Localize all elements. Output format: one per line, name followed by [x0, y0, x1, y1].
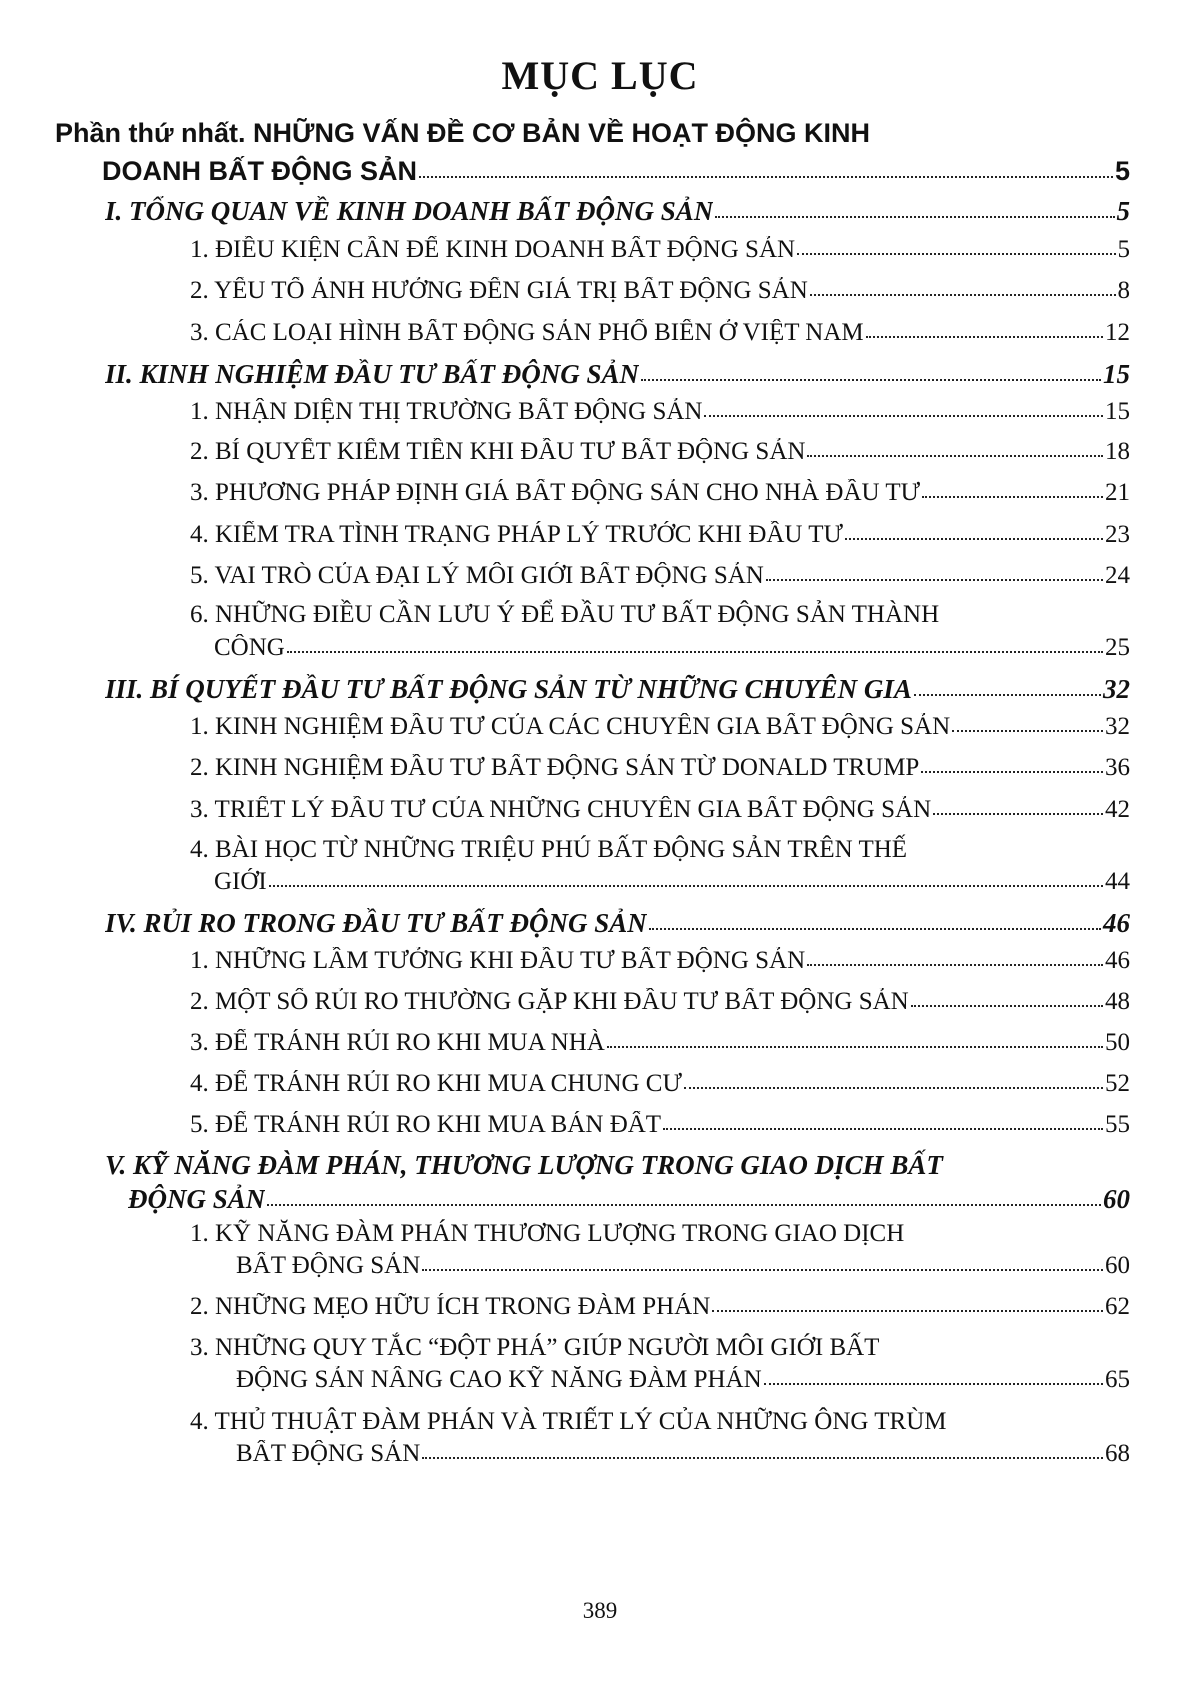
item-page-number: 32 [1105, 713, 1130, 740]
toc-section-2 [105, 359, 1130, 390]
dot-leader [267, 1204, 1101, 1206]
section-title: IV. RỦI RO TRONG ĐẦU TƯ BẤT ĐỘNG SẢN [105, 908, 647, 938]
toc-item [190, 1070, 1130, 1098]
section-page-number: 46 [1103, 908, 1130, 938]
toc-item [190, 521, 1130, 549]
dot-leader [766, 579, 1103, 581]
item-text: 1. KINH NGHIỆM ĐẦU TƯ CỦA CÁC CHUYÊN GIA BẤT ĐỘNG SẢN [190, 713, 951, 740]
item-text: 1. NHẬN DIỆN THỊ TRƯỜNG BẤT ĐỘNG SẢN [190, 398, 703, 425]
item-text: CÔNG [214, 634, 285, 661]
dot-leader [641, 379, 1101, 381]
dot-leader [866, 336, 1103, 338]
toc-item [190, 796, 1130, 824]
item-page-number: 24 [1105, 562, 1130, 589]
item-text: 5. VAI TRÒ CỦA ĐẠI LÝ MÔI GIỚI BẤT ĐỘNG SẢN [190, 562, 764, 589]
toc-item [190, 988, 1130, 1016]
item-text: 5. ĐỂ TRÁNH RỦI RO KHI MUA BÁN ĐẤT [190, 1111, 662, 1138]
item-text-line1: 4. BÀI HỌC TỪ NHỮNG TRIỆU PHÚ BẤT ĐỘNG SẢN TRÊN THẾ [190, 836, 908, 863]
item-text: BẤT ĐỘNG SẢN [236, 1440, 421, 1467]
toc-item [190, 1029, 1130, 1057]
dot-leader [607, 1046, 1103, 1048]
dot-leader [704, 415, 1103, 417]
item-page-number: 60 [1105, 1252, 1130, 1279]
section-page-number: 32 [1103, 674, 1130, 704]
item-page-number: 18 [1105, 438, 1130, 465]
item-page-number: 36 [1105, 754, 1130, 781]
toc-item [190, 1293, 1130, 1321]
item-text-line1: 4. THỦ THUẬT ĐÀM PHÁN VÀ TRIẾT LÝ CỦA NHỮNG ÔNG TRÙM [190, 1408, 947, 1435]
item-page-number: 15 [1105, 398, 1130, 425]
item-text: 4. KIỂM TRA TÌNH TRẠNG PHÁP LÝ TRƯỚC KHI ĐẦU TƯ [190, 521, 843, 548]
dot-leader [810, 294, 1116, 296]
page-number: 389 [582, 1598, 618, 1623]
part-heading-text: DOANH BẤT ĐỘNG SẢN [102, 156, 417, 186]
item-page-number: 48 [1105, 988, 1130, 1015]
section-title-line1: V. KỸ NĂNG ĐÀM PHÁN, THƯƠNG LƯỢNG TRONG GIAO DỊCH BẤT [105, 1150, 943, 1180]
item-page-number: 44 [1105, 868, 1130, 895]
dot-leader [649, 928, 1101, 930]
toc-section-4 [105, 908, 1130, 939]
item-text: ĐỘNG SẢN NÂNG CAO KỸ NĂNG ĐÀM PHÁN [236, 1366, 762, 1393]
item-page-number: 50 [1105, 1029, 1130, 1056]
dot-leader [663, 1128, 1103, 1130]
toc-section-5 [128, 1184, 1130, 1215]
section-page-number: 60 [1103, 1184, 1130, 1214]
section-page-number: 5 [1116, 196, 1130, 226]
toc-item [190, 947, 1130, 975]
item-page-number: 12 [1105, 319, 1130, 346]
dot-leader [715, 216, 1114, 218]
item-page-number: 55 [1105, 1111, 1130, 1138]
dot-leader [764, 1383, 1103, 1385]
part-page-number: 5 [1114, 156, 1130, 186]
item-text: 3. TRIẾT LÝ ĐẦU TƯ CỦA NHỮNG CHUYÊN GIA BẤT ĐỘNG SẢN [190, 796, 932, 823]
dot-leader [922, 496, 1103, 498]
item-page-number: 5 [1117, 236, 1130, 263]
dot-leader [807, 455, 1103, 457]
toc-item [190, 319, 1130, 347]
dot-leader [933, 813, 1103, 815]
toc-item [190, 398, 1130, 426]
toc-item [190, 562, 1130, 590]
dot-leader [422, 1269, 1103, 1271]
item-page-number: 52 [1105, 1070, 1130, 1097]
toc-item [190, 277, 1130, 305]
toc-item [214, 634, 1130, 662]
item-text: 2. KINH NGHIỆM ĐẦU TƯ BẤT ĐỘNG SẢN TỪ DONALD TRUMP [190, 754, 920, 781]
item-text-line1: 1. KỸ NĂNG ĐÀM PHÁN THƯƠNG LƯỢNG TRONG GIAO DỊCH [190, 1220, 905, 1247]
section-title: III. BÍ QUYẾT ĐẦU TƯ BẤT ĐỘNG SẢN TỪ NHỮNG CHUYÊN GIA [105, 674, 912, 704]
dot-leader [911, 1005, 1103, 1007]
item-text: 3. ĐỂ TRÁNH RỦI RO KHI MUA NHÀ [190, 1029, 605, 1056]
toc-item [190, 713, 1130, 741]
toc-section-3 [105, 674, 1130, 705]
toc-item [190, 479, 1130, 507]
item-page-number: 62 [1105, 1293, 1130, 1320]
item-text: 2. MỘT SỐ RỦI RO THƯỜNG GẶP KHI ĐẦU TƯ BẤT ĐỘNG SẢN [190, 988, 909, 1015]
section-title: II. KINH NGHIỆM ĐẦU TƯ BẤT ĐỘNG SẢN [105, 359, 640, 389]
dot-leader [422, 1457, 1103, 1459]
item-text: 1. NHỮNG LẦM TƯỞNG KHI ĐẦU TƯ BẤT ĐỘNG SẢN [190, 947, 806, 974]
toc-item [190, 236, 1130, 264]
section-title: ĐỘNG SẢN [128, 1184, 266, 1214]
page-title: MỤC LỤC [501, 53, 699, 98]
toc-item [190, 1111, 1130, 1139]
item-text-line1: 3. NHỮNG QUY TẮC “ĐỘT PHÁ” GIÚP NGƯỜI MÔI GIỚI BẤT [190, 1334, 880, 1361]
item-page-number: 8 [1117, 277, 1130, 304]
item-text: 2. YẾU TỐ ẢNH HƯỞNG ĐẾN GIÁ TRỊ BẤT ĐỘNG SẢN [190, 277, 808, 304]
dot-leader [712, 1310, 1103, 1312]
dot-leader [845, 538, 1103, 540]
toc-item [214, 868, 1130, 896]
dot-leader [684, 1087, 1103, 1089]
item-page-number: 21 [1105, 479, 1130, 506]
dot-leader [797, 253, 1115, 255]
item-text: 3. PHƯƠNG PHÁP ĐỊNH GIÁ BẤT ĐỘNG SẢN CHO NHÀ ĐẦU TƯ [190, 479, 921, 506]
item-text: 1. ĐIỀU KIỆN CẦN ĐỂ KINH DOANH BẤT ĐỘNG SẢN [190, 236, 796, 263]
item-page-number: 23 [1105, 521, 1130, 548]
item-text: 2. BÍ QUYẾT KIẾM TIỀN KHI ĐẦU TƯ BẤT ĐỘNG SẢN [190, 438, 806, 465]
toc-section-1 [105, 196, 1130, 227]
toc-item [236, 1252, 1130, 1280]
item-page-number: 42 [1105, 796, 1130, 823]
item-text: GIỚI [214, 868, 267, 895]
dot-leader [419, 176, 1113, 178]
item-page-number: 65 [1105, 1366, 1130, 1393]
item-page-number: 25 [1105, 634, 1130, 661]
toc-item [236, 1366, 1130, 1394]
item-text-line1: 6. NHỮNG ĐIỀU CẦN LƯU Ý ĐỂ ĐẦU TƯ BẤT ĐỘNG SẢN THÀNH [190, 601, 940, 628]
toc-item [190, 754, 1130, 782]
item-text: 3. CÁC LOẠI HÌNH BẤT ĐỘNG SẢN PHỔ BIẾN Ở VIỆT NAM [190, 319, 864, 346]
part-heading-line2 [102, 156, 1130, 187]
dot-leader [921, 771, 1103, 773]
section-title: I. TỔNG QUAN VỀ KINH DOANH BẤT ĐỘNG SẢN [105, 196, 714, 226]
item-text: BẤT ĐỘNG SẢN [236, 1252, 421, 1279]
section-page-number: 15 [1103, 359, 1130, 389]
toc-item [236, 1440, 1130, 1468]
dot-leader [914, 694, 1101, 696]
dot-leader [807, 964, 1103, 966]
dot-leader [287, 651, 1103, 653]
part-heading-line1: Phần thứ nhất. NHỮNG VẤN ĐỀ CƠ BẢN VỀ HOẠT ĐỘNG KINH [55, 118, 870, 148]
item-text: 2. NHỮNG MẸO HỮU ÍCH TRONG ĐÀM PHÁN [190, 1293, 711, 1320]
item-page-number: 46 [1105, 947, 1130, 974]
dot-leader [269, 885, 1103, 887]
item-page-number: 68 [1105, 1440, 1130, 1467]
item-text: 4. ĐỂ TRÁNH RỦI RO KHI MUA CHUNG CƯ [190, 1070, 682, 1097]
dot-leader [952, 730, 1103, 732]
toc-item [190, 438, 1130, 466]
